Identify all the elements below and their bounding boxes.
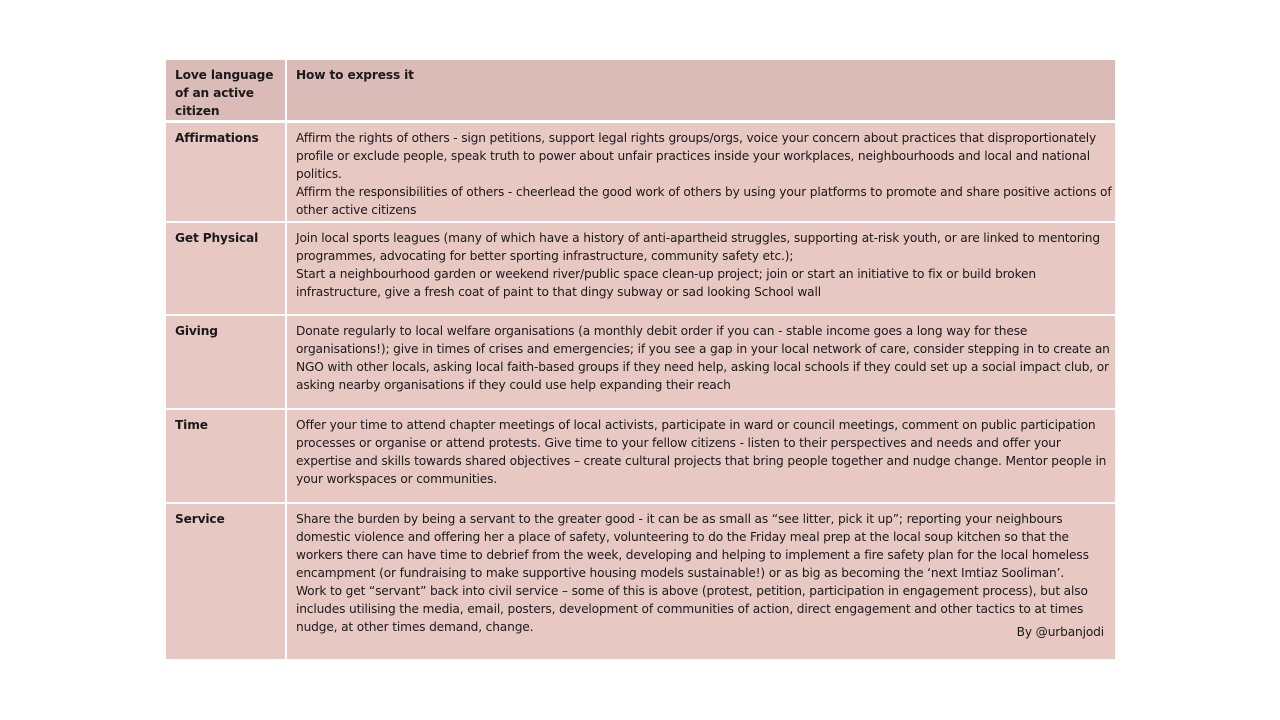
header-how-to-express: How to express it (287, 60, 1115, 123)
description-paragraph: Affirm the responsibilities of others - cheerlead the good work of others by using your platforms to promote and share positive actions of other active citizens (296, 185, 1112, 217)
table-header-row (166, 60, 1115, 123)
row-description-service (287, 504, 1115, 661)
row-description-time (287, 410, 1115, 504)
row-label-giving: Giving (166, 316, 287, 410)
row-label-get-physical: Get Physical (166, 223, 287, 316)
row-description-giving (287, 316, 1115, 410)
row-label-time: Time (166, 410, 287, 504)
description-paragraph: Donate regularly to local welfare organisations (a monthly debit order if you can - stable income goes a long way for these organisations!); give in times of crises and emergencies; if you see a gap in your local network of care, consider stepping in to create an NGO with other locals, asking local faith-based groups if they need help, asking local schools if they could set up a social impact club, or asking nearby organisations if they could use help expanding their reach (296, 324, 1110, 392)
header-love-language: Love language of an active citizen (166, 60, 287, 123)
row-label-affirmations: Affirmations (166, 123, 287, 223)
description-paragraph: Share the burden by being a servant to the greater good - it can be as small as “see litter, pick it up”; reporting your neighbours domestic violence and offering her a place of safety, volunteering to do the Friday meal prep at the local soup kitchen so that the workers there can have time to debrief from the week, developing and helping to implement a fire safety plan for the local homeless encampment (or fundraising to make supportive housing models sustainable!) or as big as becoming the ‘next Imtiaz Sooliman’. (296, 512, 1089, 580)
table-row-time (166, 410, 1115, 504)
table-row-giving (166, 316, 1115, 410)
description-paragraph: Start a neighbourhood garden or weekend river/public space clean-up project; join or start an initiative to fix or build broken infrastructure, give a fresh coat of paint to that dingy subway or sad looking School wall (296, 267, 1036, 299)
table-container (166, 60, 1115, 661)
table-row-affirmations (166, 123, 1115, 223)
row-description-get-physical (287, 223, 1115, 316)
row-label-service: Service (166, 504, 287, 661)
description-paragraph: Work to get “servant” back into civil service – some of this is above (protest, petition, participation in engagement process), but also includes utilising the media, email, posters, development of communities of action, direct engagement and other tactics to at times nudge, at other times demand, change. (296, 584, 1088, 634)
love-languages-table (166, 60, 1115, 661)
table-row-get-physical (166, 223, 1115, 316)
description-paragraph: Offer your time to attend chapter meetings of local activists, participate in ward or council meetings, comment on public participation processes or organise or attend protests. Give time to your fellow citizens - listen to their perspectives and needs and offer your expertise and skills towards shared objectives – create cultural projects that bring people together and nudge change. Mentor people in your workspaces or communities. (296, 418, 1107, 486)
author-credit: By @urbanjodi (1016, 625, 1104, 639)
row-description-affirmations (287, 123, 1115, 223)
description-paragraph: Join local sports leagues (many of which have a history of anti-apartheid struggles, supporting at-risk youth, or are linked to mentoring programmes, advocating for better sporting infrastructure, community safety etc.); (296, 231, 1100, 263)
description-paragraph: Affirm the rights of others - sign petitions, support legal rights groups/orgs, voice your concern about practices that disproportionately profile or exclude people, speak truth to power about unfair practices inside your workplaces, neighbourhoods and local and national politics. (296, 131, 1097, 181)
table-row-service (166, 504, 1115, 661)
